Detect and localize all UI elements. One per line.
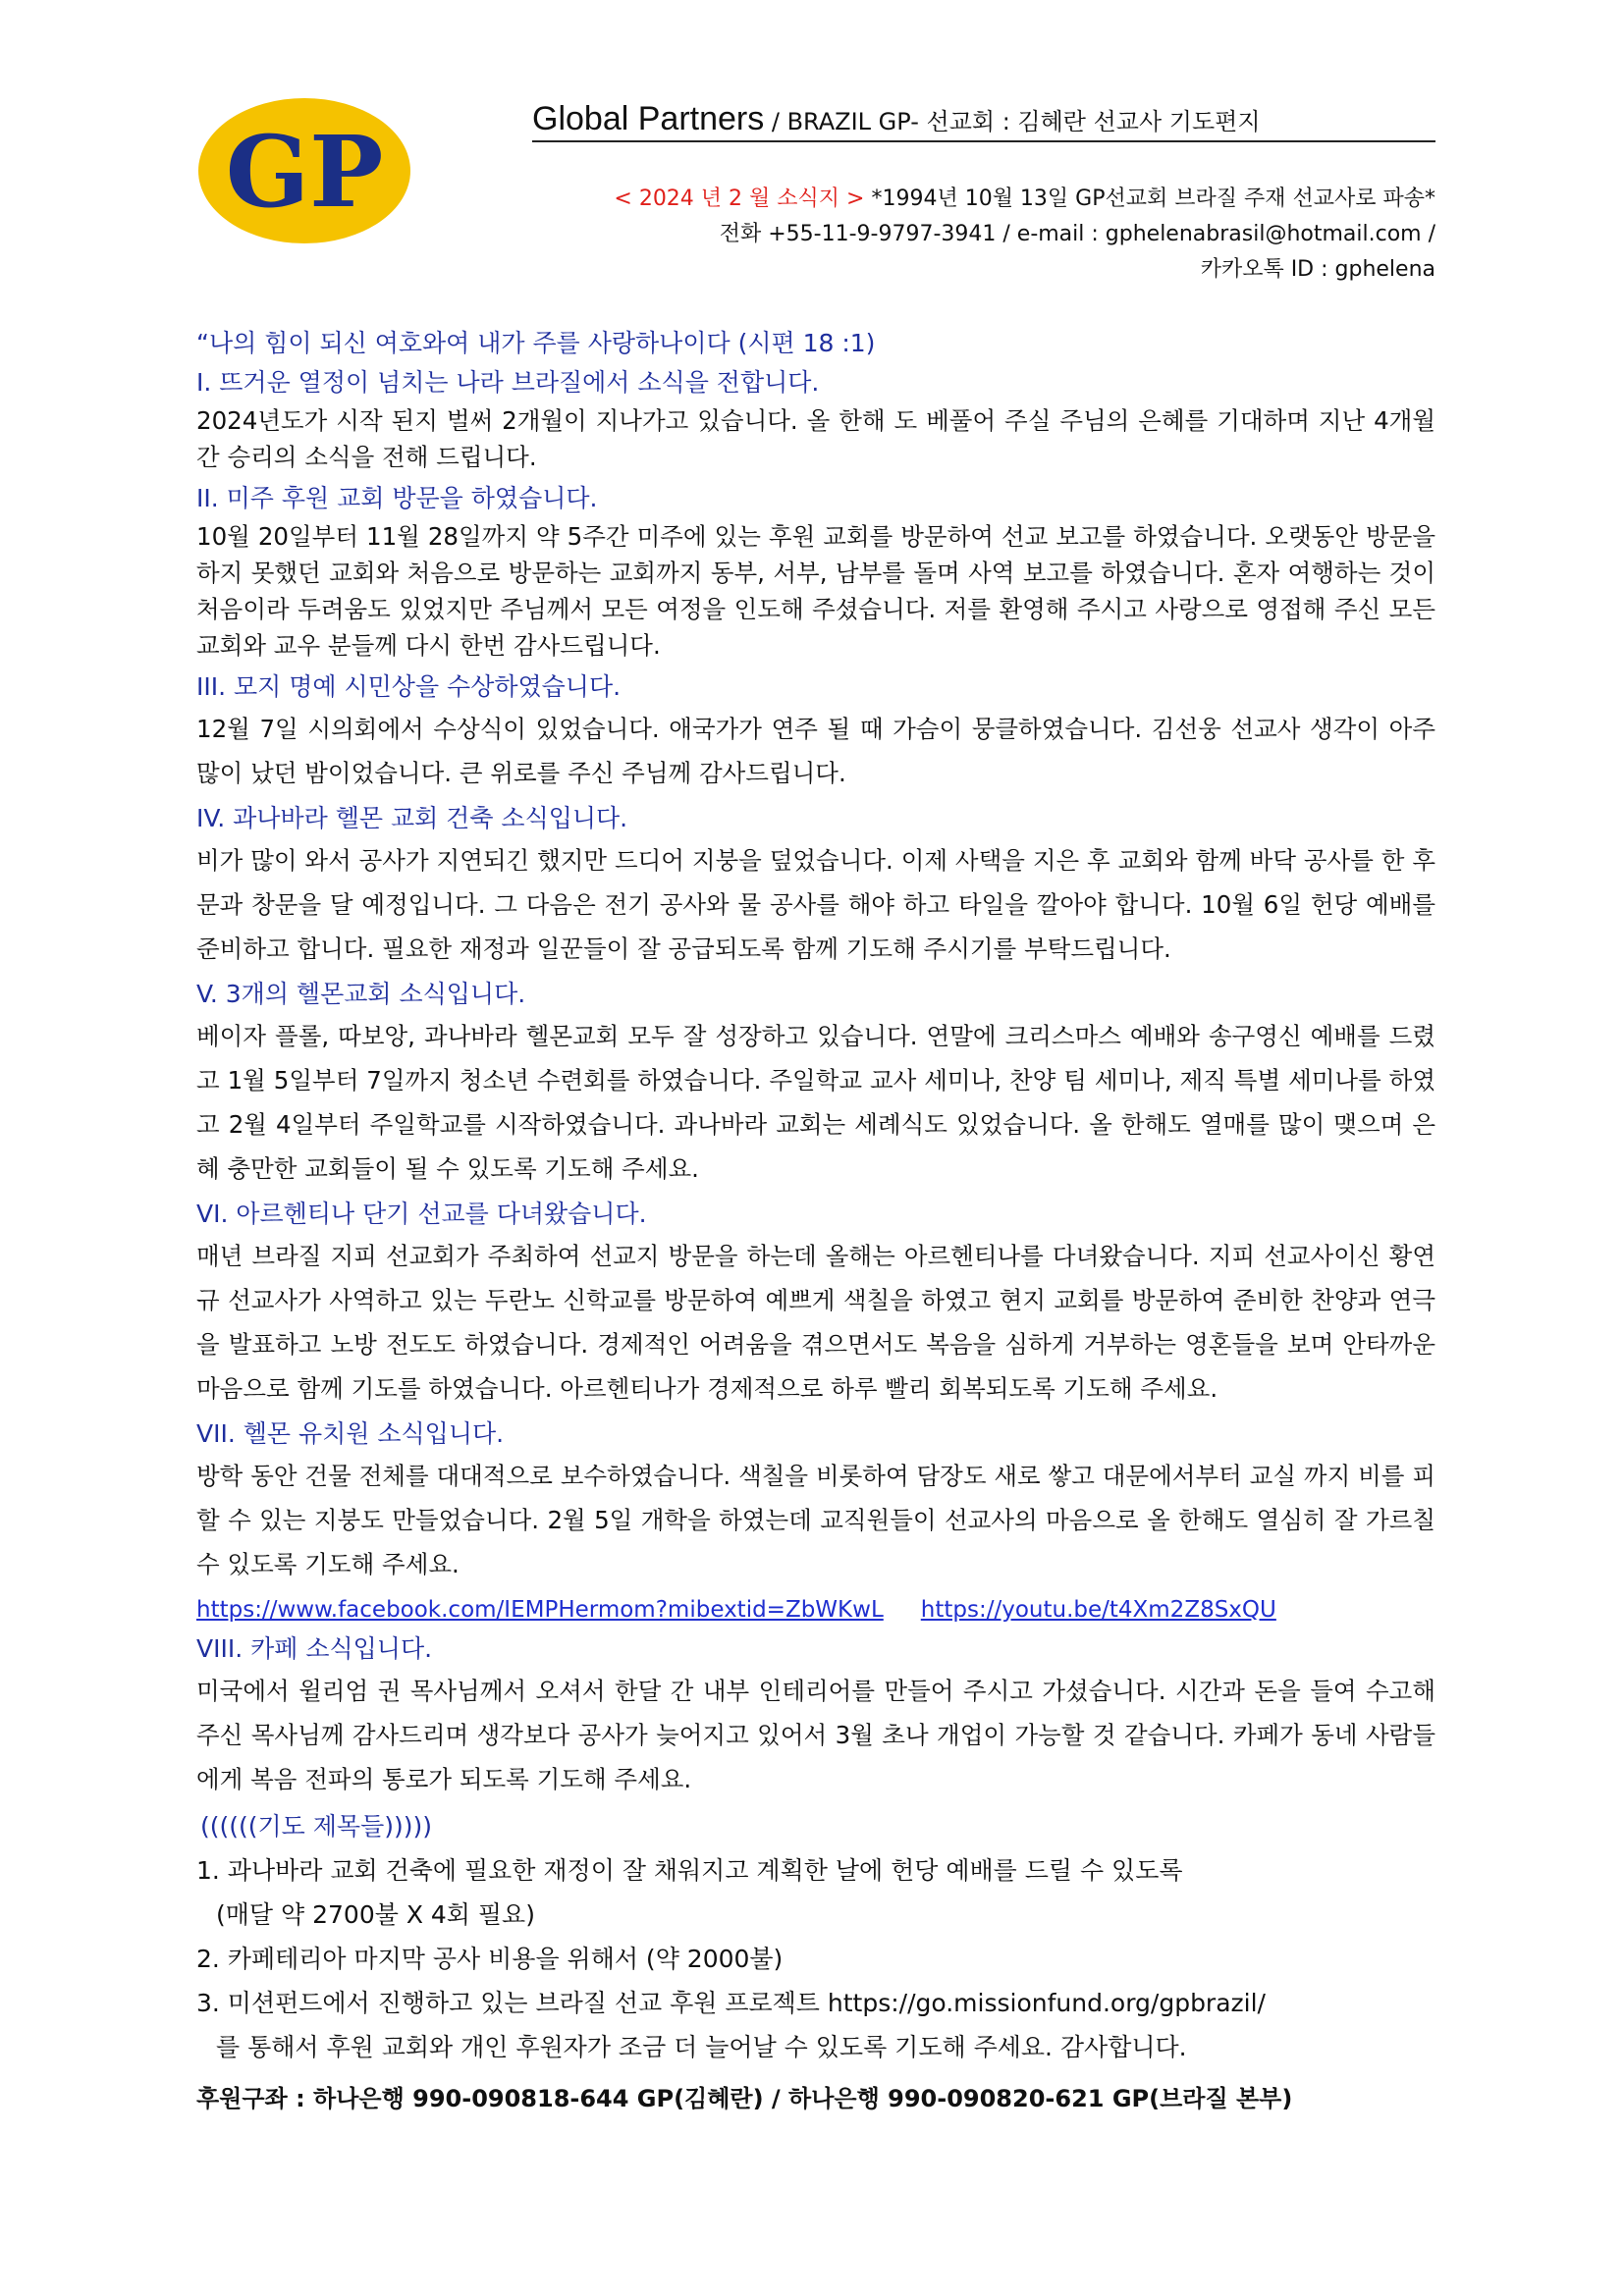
dispatch-note: *1994년 10월 13일 GP선교회 브라질 주재 선교사로 파송*	[864, 187, 1435, 211]
issue-date: < 2024 년 2 월 소식지 >	[614, 187, 865, 211]
prayer-item-3-continued: 를 통해서 후원 교회와 개인 후원자가 조금 더 늘어날 수 있도록 기도해 주세요. 감사합니다.	[216, 2033, 1187, 2061]
links-row	[196, 1590, 1435, 1629]
kakao-id-line: 카카오톡 ID : gphelena	[1200, 257, 1435, 282]
title-brand: Global Partners	[532, 100, 765, 137]
section-paragraph-4: 비가 많이 와서 공사가 지연되긴 했지만 드디어 지붕을 덮었습니다. 이제 사택을 지은 후 교회와 함께 바닥 공사를 한 후 문과 창문을 달 예정입니다. 그 다음은 전기 공사와 물 공사를 해야 하고 타일을 깔아야 합니다. 10월 6일 헌당 예배를 준비하고 합니다. 필요한 재정과 일꾼들이 잘 공급되도록 함께 기도해 주시기를 부탁드립니다.	[196, 846, 1435, 963]
section-heading-6: VI. 아르헨티나 단기 선교를 다녀왔습니다.	[196, 1200, 647, 1228]
section-heading-5: V. 3개의 헬몬교회 소식입니다.	[196, 980, 526, 1008]
title-rest: / BRAZIL GP- 선교회 : 김혜란 선교사 기도편지	[764, 108, 1261, 135]
prayer-item-2: 2. 카페테리아 마지막 공사 비용을 위해서 (약 2000불)	[196, 1945, 784, 1973]
section-paragraph-8: 미국에서 윌리엄 권 목사님께서 오셔서 한달 간 내부 인테리어를 만들어 주시고 가셨습니다. 시간과 돈을 들여 수고해 주신 목사님께 감사드리며 생각보다 공사가 늦어지고 있어서 3월 초나 개업이 가능할 것 같습니다. 카페가 동네 사람들에게 복음 전파의 통로가 되도록 기도해 주세요.	[196, 1677, 1435, 1793]
section-paragraph-1: 2024년도가 시작 된지 벌써 2개월이 지나가고 있습니다. 올 한해 도 베풀어 주실 주님의 은혜를 기대하며 지난 4개월간 승리의 소식을 전해 드립니다.	[196, 406, 1435, 471]
prayer-item-1-note: (매달 약 2700불 X 4회 필요)	[216, 1900, 535, 1929]
prayer-list-title: ((((((기도 제목들)))))	[200, 1812, 432, 1841]
section-paragraph-2: 10월 20일부터 11월 28일까지 약 5주간 미주에 있는 후원 교회를 방문하여 선교 보고를 하였습니다. 오랫동안 방문을 하지 못했던 교회와 처음으로 방문하는 교회까지 동부, 서부, 남부를 돌며 사역 보고를 하였습니다. 혼자 여행하는 것이 처음이라 두려움도 있었지만 주님께서 모든 여정을 인도해 주셨습니다. 저를 환영해 주시고 사랑으로 영접해 주신 모든 교회와 교우 분들께 다시 한번 감사드립니다.	[196, 522, 1435, 660]
section-paragraph-7: 방학 동안 건물 전체를 대대적으로 보수하였습니다. 색칠을 비롯하여 담장도 새로 쌓고 대문에서부터 교실 까지 비를 피할 수 있는 지붕도 만들었습니다. 2월 5일 개학을 하였는데 교직원들이 선교사의 마음으로 올 한해도 열심히 잘 가르칠 수 있도록 기도해 주세요.	[196, 1462, 1435, 1578]
section-heading-2: II. 미주 후원 교회 방문을 하였습니다.	[196, 484, 598, 512]
section-heading-3: III. 모지 명예 시민상을 수상하였습니다.	[196, 672, 622, 701]
letter-body	[196, 324, 1435, 2120]
section-paragraph-5: 베이자 플롤, 따보앙, 과나바라 헬몬교회 모두 잘 성장하고 있습니다. 연말에 크리스마스 예배와 송구영신 예배를 드렸고 1월 5일부터 7일까지 청소년 수련회를 하였습니다. 주일학교 교사 세미나, 찬양 팀 세미나, 제직 특별 세미나를 하였고 2월 4일부터 주일학교를 시작하였습니다. 과나바라 교회는 세례식도 있었습니다. 올 한해도 열매를 많이 맺으며 은혜 충만한 교회들이 될 수 있도록 기도해 주세요.	[196, 1022, 1435, 1183]
scripture-verse: “나의 힘이 되신 여호와여 내가 주를 사랑하나이다 (시편 18 :1)	[196, 329, 876, 357]
section-heading-7: VII. 헬몬 유치원 소식입니다.	[196, 1419, 505, 1448]
contact-line: 전화 +55-11-9-9797-3941 / e-mail : gphelenabrasil@hotmail.com /	[719, 222, 1435, 246]
prayer-item-3: 3. 미션펀드에서 진행하고 있는 브라질 선교 후원 프로젝트 https://go.missionfund.org/gpbrazil/	[196, 1989, 1266, 2017]
letter-title	[532, 102, 1435, 142]
section-paragraph-3: 12월 7일 시의회에서 수상식이 있었습니다. 애국가가 연주 될 때 가슴이 뭉클하였습니다. 김선웅 선교사 생각이 아주 많이 났던 밤이었습니다. 큰 위로를 주신 주님께 감사드립니다.	[196, 715, 1435, 787]
facebook-link[interactable]: https://www.facebook.com/IEMPHermom?mibextid=ZbWKwL	[196, 1597, 884, 1623]
gp-logo	[196, 96, 412, 245]
section-paragraph-6: 매년 브라질 지피 선교회가 주최하여 선교지 방문을 하는데 올해는 아르헨티나를 다녀왔습니다. 지피 선교사이신 황연규 선교사가 사역하고 있는 두란노 신학교를 방문하여 예쁘게 색칠을 하였고 현지 교회를 방문하여 준비한 찬양과 연극을 발표하고 노방 전도도 하였습니다. 경제적인 어려움을 겪으면서도 복음을 심하게 거부하는 영혼들을 보며 안타까운 마음으로 함께 기도를 하였습니다. 아르헨티나가 경제적으로 하루 빨리 회복되도록 기도해 주세요.	[196, 1242, 1435, 1403]
header-issue-line	[614, 183, 1435, 216]
prayer-item-1: 1. 과나바라 교회 건축에 필요한 재정이 잘 채워지고 계획한 날에 헌당 예배를 드릴 수 있도록	[196, 1856, 1183, 1885]
section-heading-8: VIII. 카페 소식입니다.	[196, 1634, 433, 1663]
youtube-link[interactable]: https://youtu.be/t4Xm2Z8SxQU	[920, 1597, 1276, 1623]
logo-text: GP	[225, 114, 384, 230]
section-heading-1: I. 뜨거운 열정이 넘치는 나라 브라질에서 소식을 전합니다.	[196, 368, 820, 397]
section-heading-4: IV. 과나바라 헬몬 교회 건축 소식입니다.	[196, 804, 628, 832]
donation-account: 후원구좌 : 하나은행 990-090818-644 GP(김혜란) / 하나은행 990-090820-621 GP(브라질 본부)	[196, 2085, 1293, 2112]
